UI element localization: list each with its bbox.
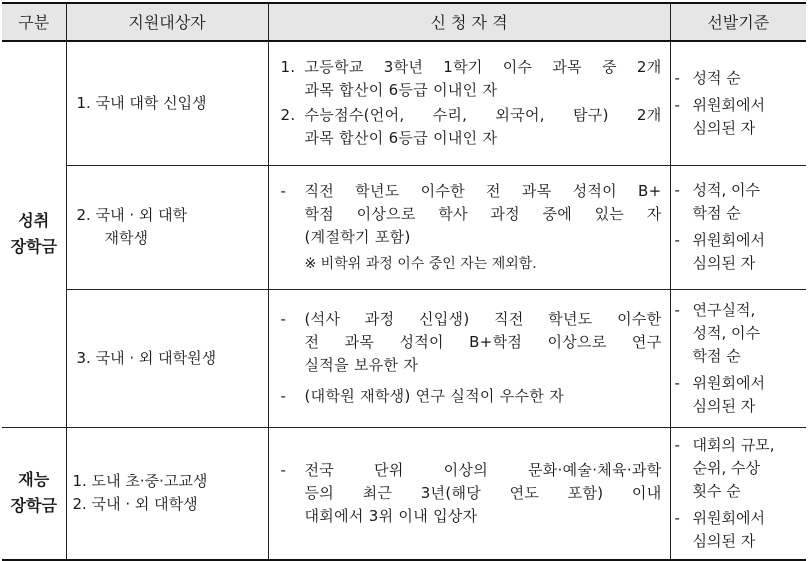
target-cell: 1. 도내 초·중·고교생 2. 국내 · 외 대학생: [66, 427, 268, 560]
qualification-item: 2. 수능점수(언어, 수리, 외국어, 탐구) 2개 과목 합산이 6등급 이내인 자: [280, 106, 662, 148]
header-category: 구분: [2, 3, 66, 41]
target-cell: 2. 국내 · 외 대학 재학생: [66, 165, 268, 289]
qualification-item: - 직전 학년도 이수한 전 과목 성적이 B+ 학점 이상으로 학사 과정 중에 있는 자 (계절학기 포함): [280, 182, 662, 246]
header-row: [2, 3, 806, 41]
qualification-cell: [268, 165, 670, 289]
qualification-cell: [268, 427, 670, 560]
qualification-item: - (석사 과정 신입생) 직전 학년도 이수한 전 과목 성적이 B+학점 이상으로 연구 실적을 보유한 자: [280, 310, 662, 374]
qualification-cell: [268, 289, 670, 427]
table-row: [2, 41, 806, 165]
target-cell: 1. 국내 대학 신입생: [66, 41, 268, 165]
criteria-cell: - 연구실적, 성적, 이수 학점 순 - 위원회에서 심의된 자: [670, 289, 806, 427]
header-criteria: 선발기준: [670, 3, 806, 41]
qualification-item: - (대학원 재학생) 연구 실적이 우수한 자: [280, 387, 564, 405]
exclusion-note: ※ 비학위 과정 이수 중인 자는 제외함.: [304, 256, 537, 272]
qualification-item: - 전국 단위 이상의 문화·예술·체육·과학 등의 최근 3년(해당 연도 포함) 이내 대회에서 3위 이내 입상자: [280, 460, 662, 525]
scholarship-table: [2, 2, 806, 561]
qualification-item: 1. 고등학교 3학년 1학기 이수 과목 중 2개 과목 합산이 6등급 이내인 자: [280, 58, 662, 100]
criteria-cell: - 성적 순 - 위원회에서 심의된 자: [670, 41, 806, 165]
category-achievement: 성취 장학금: [2, 41, 66, 427]
table-row: [2, 427, 806, 560]
target-cell: 3. 국내 · 외 대학원생: [66, 289, 268, 427]
header-qualification: 신 청 자 격: [268, 3, 670, 41]
qualification-cell: [268, 41, 670, 165]
category-talent: 재능 장학금: [2, 427, 66, 560]
header-target: 지원대상자: [66, 3, 268, 41]
criteria-cell: - 성적, 이수 학점 순 - 위원회에서 심의된 자: [670, 165, 806, 289]
table-row: [2, 165, 806, 289]
table-row: [2, 289, 806, 427]
criteria-cell: - 대회의 규모, 순위, 수상 횟수 순 - 위원회에서 심의된 자: [670, 427, 806, 560]
